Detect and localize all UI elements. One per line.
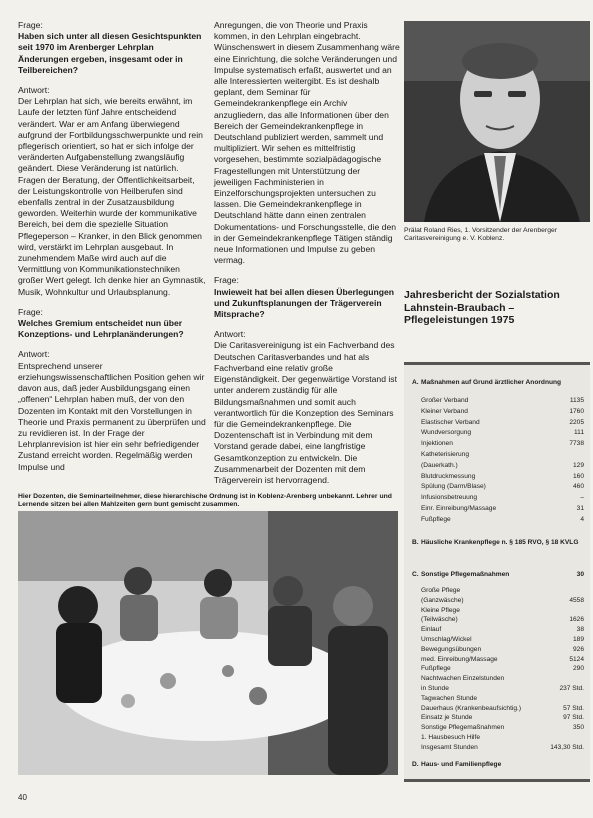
report-row-value: 97 Std. [563,714,584,722]
answer-text: Anregungen, die von Theorie und Praxis kommen, in den Lehrplan eingebracht. Wünschenswert in diesem Zusammenhang wäre eine Einrichtung, die solche Veränderungen und Impulse systematisch erfaßt, auswertet und an alle Interessierten weitergibt. Es ist deshalb geplant, dem Seminar für Gemeindekrankenpflege ein Archiv anzugliedern, das alle Informationen über den Bereich der Gemeindekrankenpflege in Deutschland publiziert werden, sammelt und multipliziert. Wir sehen es mittelfristig vorgesehen, bestimmte sozialpädagogische Fragestellungen mit Unterstützung der jeweiligen Fachministerien in Einzelforschungsprojekten untersuchen zu lassen. Die Gemeindekrankenpflege in Deutschland hätte dann einen zentralen Dokumentations- und Forschungsstelle, die den in der Gemeindekrankenpflege Tätigen ständig neue Informationen und Impulse zu geben vermag. [214,20,400,266]
report-row-label: in Stunde [421,685,449,692]
report-row [421,714,584,722]
report-row-value: 38 [576,626,584,634]
report-row-label: Dauerhaus (Krankenbeaufsichtig.) [421,704,522,712]
report-row-label: Sonstige Pflegemaßnahmen [421,724,505,732]
report-row-label: Wundversorgung [421,429,472,437]
report-row-value: 7738 [569,440,584,448]
report-row [421,724,584,732]
answer-label: Antwort: [18,85,50,96]
report-row [421,462,584,470]
report-row [421,744,584,752]
qa-block-3 [18,307,206,341]
report-row-value: 129 [572,461,584,469]
report-row-value: 4 [580,515,584,523]
answer-text: Der Lehrplan hat sich, wie bereits erwähnt, im Laufe der letzten fünf Jahre entscheidend verändert. War er am Anfang überwiegend aufgrund der Fortbildungsschwerpunkte und rein pflegerisch orientiert, so hat er sich infolge der veränderten Aufgabenstellung zwangsläufig geändert. Diese Veränderung ist natürlich. Fragen der Beratung, der Öffentlichkeitsarbeit, der Leistungskontrolle von Heilberufen sind ebenfalls zentral in der Zusatzausbildung geworden. Weiterhin wurde der kommunikative Bereich, bei dem die spezielle Situation Pflegeperson – Kranker, in den Blick genommen wird, verstärkt im Lehrplan ausgebaut. In zunehmendem Maße wird auch auf die Vermittlung von Kommunikationstechniken großer Wert gelegt. Ich denke hier an Gymnastik, Musik, Wohnkultur und Urlaubsplanung. [18,96,206,297]
section-title: Sonstige Pflegemaßnahmen [421,571,510,578]
qa-block-2 [18,85,206,298]
report-row [421,626,584,634]
report-row [421,440,584,448]
report-row-label: Bewegungsübungen [421,645,482,653]
report-row-value: 1135 [569,397,584,404]
report-row-value: 926 [572,645,584,653]
report-row [421,685,584,693]
report-row [421,646,584,654]
report-row [421,494,584,502]
qa-block-6 [214,275,400,320]
answer-text: Entsprechend unserer erziehungswissenschaftlichen Position gehen wir davon aus, daß jeder Ausbildungsgang einen „offenen“ Lehrplan haben muß, der von den Dozenten im Kontakt mit den Vorstellungen in Theorie und Praxis permanent zu überprüfen und zu revidieren ist. In der Frage der Lehrplanrevision ist hier ein sehr befriedigender Zustand erreicht worden. Regelmäßig werden Impulse und [18,360,206,472]
section-title: Maßnahmen auf Grund ärztlicher Anordnung [421,379,562,386]
section-key: A. [412,379,419,386]
report-row [421,587,584,595]
portrait-caption: Prälat Roland Ries, 1. Vorsitzender der Arenberger Caritasvereinigung e. V. Koblenz. [404,227,558,243]
section-key: C. [412,571,419,578]
report-row [421,607,584,615]
question-text: Welches Gremium entscheidet nun über Konzeptions- und Lehrplanänderungen? [18,318,184,340]
report-row [421,505,584,513]
report-row [421,705,584,713]
question-label: Frage: [214,275,239,286]
report-row-label: Nachtwachen Einzelstunden [421,675,505,683]
report-row-value: 460 [572,483,584,491]
report-row-label: Einsatz je Stunde [421,714,473,722]
section-a-heading [412,379,584,387]
section-c-heading [412,571,584,579]
answer-label: Antwort: [214,329,246,340]
report-row [421,665,584,673]
section-key: D. [412,761,419,768]
report-row-value: 1760 [569,407,584,415]
report-row-label: Kleiner Verband [421,407,468,415]
section-d-heading [412,761,584,769]
answer-text: Die Caritasvereinigung ist ein Fachverband des Deutschen Caritasverbandes und hat als Fachverband eine relativ große Eigenständigkeit. Der gegenwärtige Vorstand ist unter anderem zuständig für alle Bildungsmaßnahmen und somit auch verantwortlich für die Konzeption des Seminars für die Gemeindekrankenpflege. Die Dozentenschaft ist in Verbindung mit dem Vorstand gerade dabei, eine langfristige Gesamtkonzeption zu entwickeln. Die Zusammenarbeit der Dozenten mit dem Trägerverein ist hervorragend. [214,340,397,485]
report-row [421,451,584,459]
report-row [421,636,584,644]
qa-block-5 [214,20,400,266]
report-row-value: 189 [572,636,584,643]
report-row-value: 111 [573,429,584,437]
report-row-label: 1. Hausbesuch Hilfe [421,734,481,741]
page-number: 40 [18,793,27,802]
report-row-label: Tagwachen Stunde [421,694,478,702]
column-middle [214,20,400,495]
report-row [421,516,584,524]
answer-label: Antwort: [18,349,50,360]
report-row [421,616,584,624]
report-row-label: Einr. Einreibung/Massage [421,505,497,512]
section-title: Haus- und Familienpflege [421,761,502,768]
group-photo-caption: Hier Dozenten, die Seminarteilnehmer, diese hierarchische Ordnung ist in Koblenz-Arenberg unbekannt. Lehrer und Lernende sitzen bei allen Mahlzeiten gern bunt gemischt zusammen. [18,493,392,509]
group-photo [18,511,398,775]
report-row-value: 2205 [569,418,584,426]
report-row-label: Spülung (Darm/Blase) [421,483,486,491]
report-row-label: Große Pflege [421,587,461,594]
report-row-label: Elastischer Verband [421,418,480,426]
report-row-label: Katheterisierung [421,451,470,458]
qa-block-1 [18,20,206,76]
section-value: 30 [576,571,584,578]
report-row-label: Injektionen [421,440,453,448]
question-label: Frage: [18,20,43,30]
report-row-value: 57 Std. [563,704,584,712]
report-row-value: 31 [576,505,584,512]
report-row-value: – [580,494,584,502]
report-table [404,362,590,782]
report-row-label: med. Einreibung/Massage [421,655,498,663]
report-row [421,408,584,416]
report-row-label: Großer Verband [421,397,469,404]
report-row-value: 160 [572,472,584,480]
report-row-label: Fußpflege [421,515,451,523]
report-row-label: Einlauf [421,626,442,634]
question-text: Inwieweit hat bei allen diesen Überlegungen und Zukunftsplanungen der Trägerverein Mitsprache? [214,286,395,320]
report-row-label: (Ganzwäsche) [421,596,464,604]
report-row [421,734,584,742]
report-row-value: 5124 [569,655,584,663]
report-row [421,675,584,683]
portrait-photo [404,21,590,222]
section-title: Häusliche Krankenpflege n. § 185 RVO, § 18 KVLG [421,539,579,546]
report-row-value: 290 [572,665,584,673]
report-row-label: Insgesamt Stunden [421,743,478,751]
report-row-value: 237 Std. [559,685,584,692]
report-row [421,419,584,427]
report-row-label: Infusionsbetreuung [421,494,478,502]
report-row-label: Kleine Pflege [421,606,460,614]
question-label: Frage: [18,306,43,317]
report-row [421,656,584,664]
report-row [421,695,584,703]
report-row-label: (Dauerkath.) [421,461,458,469]
section-b-heading [412,539,584,547]
qa-block-4 [18,349,206,472]
report-row [421,429,584,437]
column-left [18,20,206,482]
report-title: Jahresbericht der Sozialstation Lahnstein-Braubach – Pflegeleistungen 1975 [404,289,560,326]
section-key: B. [412,539,419,546]
report-row [421,597,584,605]
report-row-value: 1626 [569,616,584,624]
report-row-value: 4558 [569,596,584,604]
report-row-label: (Teilwäsche) [421,616,458,624]
report-row-value: 143,30 Std. [550,743,584,751]
report-row-label: Blutdruckmessung [421,472,476,480]
report-row [421,397,584,405]
report-row-label: Fußpflege [421,665,451,673]
report-row [421,473,584,481]
report-row-value: 350 [572,724,584,732]
qa-block-7 [214,329,400,486]
report-row [421,483,584,491]
question-text: Haben sich unter all diesen Gesichtspunkten seit 1970 im Arenberger Lehrplan Änderungen ergeben, insgesamt oder in Teilbereichen? [18,31,202,75]
report-row-label: Umschlag/Wickel [421,636,472,643]
